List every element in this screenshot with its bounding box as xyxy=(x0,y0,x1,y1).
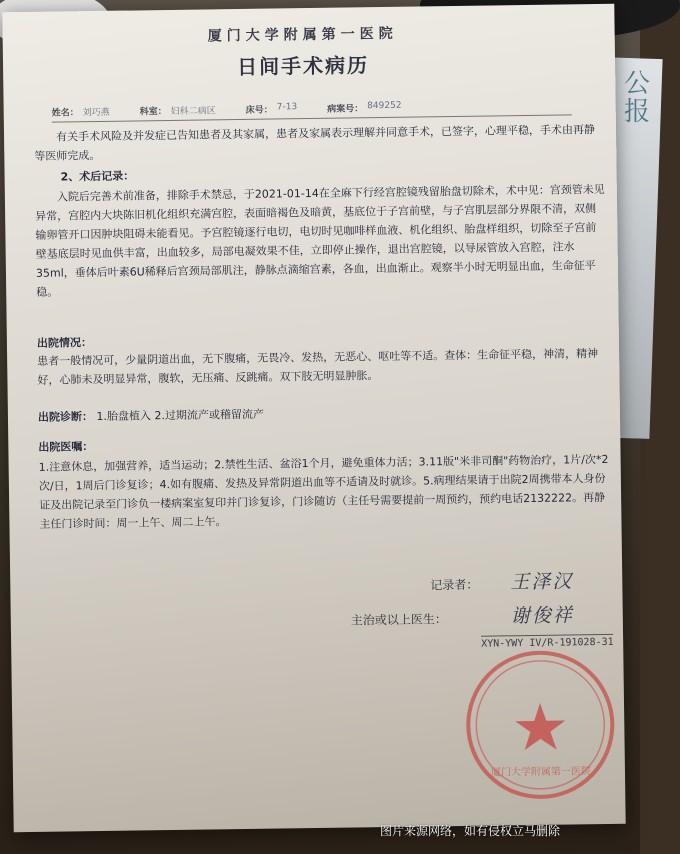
hospital-seal-stamp xyxy=(459,644,621,806)
side-paper-text: 公报 xyxy=(624,69,651,127)
postop-paragraph: 入院后完善术前准备，排除手术禁忌，于2021-01-14在全麻下行经宫腔镜残留胎盘切除术，术中见：宫颈管未见异常，宫腔内大块陈旧机化组织充满宫腔，表面暗褐色及暗黄，基底位于子宫前壁，与子宫肌层部分界限不清，双侧输卵管开口因肿块阻碍未能看见。予宫腔镜逐行电切，电切时见咖啡样血液、机化组织、胎盘样组织，切除至子宫前壁基底层时见血供丰富，出血较多，局部电凝效果不佳，立即停止操作，退出宫腔镜，以导尿管放入宫腔，注水35ml，垂体后叶素6U稀释后宫颈局部肌注，静脉点滴缩宫素，各血，出血渐止。观察半小时无明显出血，生命征平稳。 xyxy=(35,182,605,299)
name-label: 姓名： xyxy=(51,108,79,119)
seal-star-icon xyxy=(515,703,566,751)
seal-text: 厦门大学附属第一医院 xyxy=(490,766,592,779)
orders-paragraph: 1.注意休息，加强营养，适当运动；2.禁性生活、盆浴1个月，避免重体力活；3.11版"米非司酮"药物治疗，1片/次*2次/日，1周后门诊复诊；4.如有腹痛、发热及异常阴道出血等不适请及时就诊。5.病理结果请于出院2周携带本人身份证及出院记录至门诊负一楼病案室复印并门诊复诊，门诊随访（主任号需要提前一周预约，预约电话2132222。再静主任门诊时间：周一上午、周二上午。 xyxy=(38,452,609,531)
hospital-name: 厦门大学附属第一医院 xyxy=(207,25,398,45)
orders-title: 出院医嘱： xyxy=(38,440,94,454)
consent-paragraph: 有关手术风险及并发症已告知患者及其家属，患者及家属表示理解并同意手术，已签字，心理平稳，手术由再静等医师完成。 xyxy=(34,123,596,163)
recorder-signature: 王泽汉 xyxy=(510,570,574,594)
discharge-status-paragraph: 患者一般情况可，少量阴道出血，无下腹痛，无畏冷、发热，无恶心、呕吐等不适。查体：生命征平稳，神清，精神好，心肺未及明显异常，腹软，无压痛、反跳痛。双下肢无明显肿胀。 xyxy=(37,347,599,387)
bed-value: 7-13 xyxy=(276,102,298,113)
diagnosis-line xyxy=(38,400,608,427)
department-label: 科室： xyxy=(139,107,167,118)
bed-label: 床号： xyxy=(245,105,273,116)
medical-record-page xyxy=(2,4,625,832)
patient-info-row xyxy=(52,98,572,122)
department-value: 妇科二病区 xyxy=(170,106,216,117)
recorder-label: 记录者： xyxy=(430,577,479,593)
discharge-status-title: 出院情况： xyxy=(36,336,93,350)
attending-signature: 谢俊祥 xyxy=(510,604,574,628)
diagnosis-text: 1.胎盘植入 2.过期流产或稽留流产 xyxy=(96,407,265,424)
document-code: XYN-YWY IV/R-191028-31 xyxy=(481,634,614,650)
postop-title: 2、术后记录： xyxy=(60,169,135,184)
diagnosis-title: 出院诊断： xyxy=(37,410,94,424)
attending-label: 主治或以上医生： xyxy=(350,612,447,628)
name-value: 刘巧燕 xyxy=(82,107,110,119)
case-number-value: 849252 xyxy=(367,100,402,112)
source-watermark: 图片来源网络，如有侵权立马删除 xyxy=(380,824,561,838)
case-number-label: 病案号： xyxy=(327,104,364,115)
record-title: 日间手术病历 xyxy=(236,53,370,80)
